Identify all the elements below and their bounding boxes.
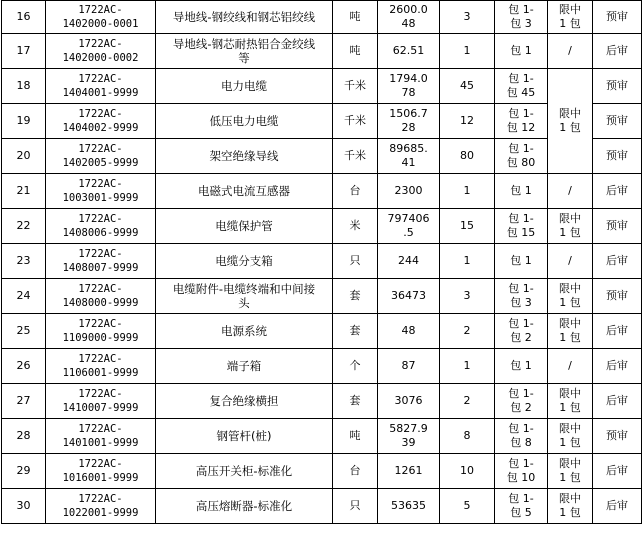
unit-cell: 只 <box>333 244 378 279</box>
material-code-cell: 1722AC- 1022001-9999 <box>46 489 156 524</box>
table-row <box>2 454 642 489</box>
row-number-cell: 22 <box>2 209 46 244</box>
review-type-cell: 预审 <box>593 1 642 34</box>
quantity-cell: 62.51 <box>378 34 440 69</box>
bid-limit-cell: 限中 1 包 <box>548 454 593 489</box>
review-type-cell: 后审 <box>593 314 642 349</box>
review-type-cell: 后审 <box>593 489 642 524</box>
package-count-cell: 5 <box>440 489 495 524</box>
material-code-cell: 1722AC- 1402005-9999 <box>46 139 156 174</box>
review-type-cell: 预审 <box>593 69 642 104</box>
table-row <box>2 349 642 384</box>
quantity-cell: 2300 <box>378 174 440 209</box>
package-count-cell: 1 <box>440 34 495 69</box>
table-row <box>2 419 642 454</box>
package-count-cell: 1 <box>440 174 495 209</box>
unit-cell: 套 <box>333 384 378 419</box>
row-number-cell: 20 <box>2 139 46 174</box>
package-count-cell: 2 <box>440 314 495 349</box>
review-type-cell: 预审 <box>593 104 642 139</box>
row-number-cell: 23 <box>2 244 46 279</box>
quantity-cell: 89685. 41 <box>378 139 440 174</box>
package-range-cell: 包 1 <box>495 244 548 279</box>
unit-cell: 台 <box>333 174 378 209</box>
material-name-cell: 电缆分支箱 <box>156 244 333 279</box>
package-range-cell: 包 1 <box>495 34 548 69</box>
package-count-cell: 45 <box>440 69 495 104</box>
package-range-cell: 包 1- 包 80 <box>495 139 548 174</box>
bid-limit-cell: 限中 1 包 <box>548 209 593 244</box>
row-number-cell: 27 <box>2 384 46 419</box>
bid-limit-cell: 限中 1 包 <box>548 314 593 349</box>
table-row <box>2 314 642 349</box>
unit-cell: 吨 <box>333 34 378 69</box>
unit-cell: 套 <box>333 314 378 349</box>
package-range-cell: 包 1- 包 3 <box>495 279 548 314</box>
package-range-cell: 包 1- 包 2 <box>495 314 548 349</box>
row-number-cell: 17 <box>2 34 46 69</box>
row-number-cell: 19 <box>2 104 46 139</box>
material-code-cell: 1722AC- 1408000-9999 <box>46 279 156 314</box>
package-range-cell: 包 1- 包 15 <box>495 209 548 244</box>
table-row <box>2 174 642 209</box>
bid-limit-cell: 限中 1 包 <box>548 489 593 524</box>
package-range-cell: 包 1- 包 5 <box>495 489 548 524</box>
bid-limit-cell: 限中 1 包 <box>548 419 593 454</box>
table-row <box>2 34 642 69</box>
material-name-cell: 高压熔断器-标准化 <box>156 489 333 524</box>
material-name-cell: 端子箱 <box>156 349 333 384</box>
row-number-cell: 18 <box>2 69 46 104</box>
material-code-cell: 1722AC- 1402000-0001 <box>46 1 156 34</box>
quantity-cell: 36473 <box>378 279 440 314</box>
table-body <box>2 1 642 524</box>
bid-limit-cell: / <box>548 34 593 69</box>
package-range-cell: 包 1- 包 2 <box>495 384 548 419</box>
package-range-cell: 包 1- 包 12 <box>495 104 548 139</box>
material-name-cell: 导地线-钢芯耐热铝合金绞线 等 <box>156 34 333 69</box>
review-type-cell: 预审 <box>593 419 642 454</box>
material-code-cell: 1722AC- 1402000-0002 <box>46 34 156 69</box>
material-name-cell: 钢管杆(桩) <box>156 419 333 454</box>
row-number-cell: 29 <box>2 454 46 489</box>
quantity-cell: 244 <box>378 244 440 279</box>
row-number-cell: 30 <box>2 489 46 524</box>
package-count-cell: 3 <box>440 1 495 34</box>
table-row <box>2 209 642 244</box>
package-count-cell: 3 <box>440 279 495 314</box>
material-name-cell: 电缆附件-电缆终端和中间接 头 <box>156 279 333 314</box>
review-type-cell: 预审 <box>593 139 642 174</box>
material-name-cell: 电力电缆 <box>156 69 333 104</box>
material-code-cell: 1722AC- 1109000-9999 <box>46 314 156 349</box>
unit-cell: 吨 <box>333 1 378 34</box>
review-type-cell: 预审 <box>593 209 642 244</box>
material-code-cell: 1722AC- 1404002-9999 <box>46 104 156 139</box>
unit-cell: 米 <box>333 209 378 244</box>
table-row <box>2 489 642 524</box>
row-number-cell: 25 <box>2 314 46 349</box>
material-name-cell: 电源系统 <box>156 314 333 349</box>
bid-limit-cell: / <box>548 174 593 209</box>
unit-cell: 台 <box>333 454 378 489</box>
material-name-cell: 高压开关柜-标准化 <box>156 454 333 489</box>
quantity-cell: 1794.0 78 <box>378 69 440 104</box>
material-code-cell: 1722AC- 1401001-9999 <box>46 419 156 454</box>
bid-limit-cell: 限中 1 包 <box>548 279 593 314</box>
bid-limit-cell: / <box>548 349 593 384</box>
package-range-cell: 包 1- 包 45 <box>495 69 548 104</box>
bid-limit-cell: 限中 1 包 <box>548 69 593 174</box>
table-row <box>2 139 642 174</box>
quantity-cell: 797406 .5 <box>378 209 440 244</box>
package-range-cell: 包 1 <box>495 349 548 384</box>
review-type-cell: 后审 <box>593 244 642 279</box>
material-code-cell: 1722AC- 1016001-9999 <box>46 454 156 489</box>
material-code-cell: 1722AC- 1106001-9999 <box>46 349 156 384</box>
quantity-cell: 1261 <box>378 454 440 489</box>
material-name-cell: 低压电力电缆 <box>156 104 333 139</box>
package-count-cell: 15 <box>440 209 495 244</box>
package-range-cell: 包 1- 包 3 <box>495 1 548 34</box>
package-count-cell: 80 <box>440 139 495 174</box>
review-type-cell: 后审 <box>593 349 642 384</box>
table-row <box>2 69 642 104</box>
bid-limit-cell: 限中 1 包 <box>548 1 593 34</box>
unit-cell: 吨 <box>333 419 378 454</box>
package-count-cell: 10 <box>440 454 495 489</box>
quantity-cell: 2600.0 48 <box>378 1 440 34</box>
material-code-cell: 1722AC- 1404001-9999 <box>46 69 156 104</box>
unit-cell: 千米 <box>333 139 378 174</box>
package-count-cell: 2 <box>440 384 495 419</box>
row-number-cell: 24 <box>2 279 46 314</box>
material-name-cell: 复合绝缘横担 <box>156 384 333 419</box>
quantity-cell: 87 <box>378 349 440 384</box>
package-range-cell: 包 1 <box>495 174 548 209</box>
table-row <box>2 384 642 419</box>
review-type-cell: 后审 <box>593 384 642 419</box>
table-row <box>2 1 642 34</box>
bid-limit-cell: 限中 1 包 <box>548 384 593 419</box>
package-count-cell: 1 <box>440 244 495 279</box>
package-count-cell: 8 <box>440 419 495 454</box>
quantity-cell: 1506.7 28 <box>378 104 440 139</box>
material-code-cell: 1722AC- 1003001-9999 <box>46 174 156 209</box>
row-number-cell: 28 <box>2 419 46 454</box>
material-code-cell: 1722AC- 1410007-9999 <box>46 384 156 419</box>
material-code-cell: 1722AC- 1408006-9999 <box>46 209 156 244</box>
unit-cell: 千米 <box>333 69 378 104</box>
unit-cell: 个 <box>333 349 378 384</box>
package-range-cell: 包 1- 包 8 <box>495 419 548 454</box>
package-range-cell: 包 1- 包 10 <box>495 454 548 489</box>
material-name-cell: 电缆保护管 <box>156 209 333 244</box>
unit-cell: 千米 <box>333 104 378 139</box>
material-code-cell: 1722AC- 1408007-9999 <box>46 244 156 279</box>
material-name-cell: 架空绝缘导线 <box>156 139 333 174</box>
row-number-cell: 16 <box>2 1 46 34</box>
row-number-cell: 21 <box>2 174 46 209</box>
row-number-cell: 26 <box>2 349 46 384</box>
unit-cell: 只 <box>333 489 378 524</box>
bid-limit-cell: / <box>548 244 593 279</box>
material-name-cell: 导地线-钢绞线和钢芯铝绞线 <box>156 1 333 34</box>
package-count-cell: 1 <box>440 349 495 384</box>
table-row <box>2 279 642 314</box>
material-name-cell: 电磁式电流互感器 <box>156 174 333 209</box>
quantity-cell: 3076 <box>378 384 440 419</box>
package-count-cell: 12 <box>440 104 495 139</box>
unit-cell: 套 <box>333 279 378 314</box>
table-row <box>2 244 642 279</box>
review-type-cell: 后审 <box>593 174 642 209</box>
review-type-cell: 预审 <box>593 279 642 314</box>
procurement-table <box>1 0 642 524</box>
review-type-cell: 后审 <box>593 34 642 69</box>
quantity-cell: 5827.9 39 <box>378 419 440 454</box>
review-type-cell: 后审 <box>593 454 642 489</box>
quantity-cell: 48 <box>378 314 440 349</box>
quantity-cell: 53635 <box>378 489 440 524</box>
table-row <box>2 104 642 139</box>
